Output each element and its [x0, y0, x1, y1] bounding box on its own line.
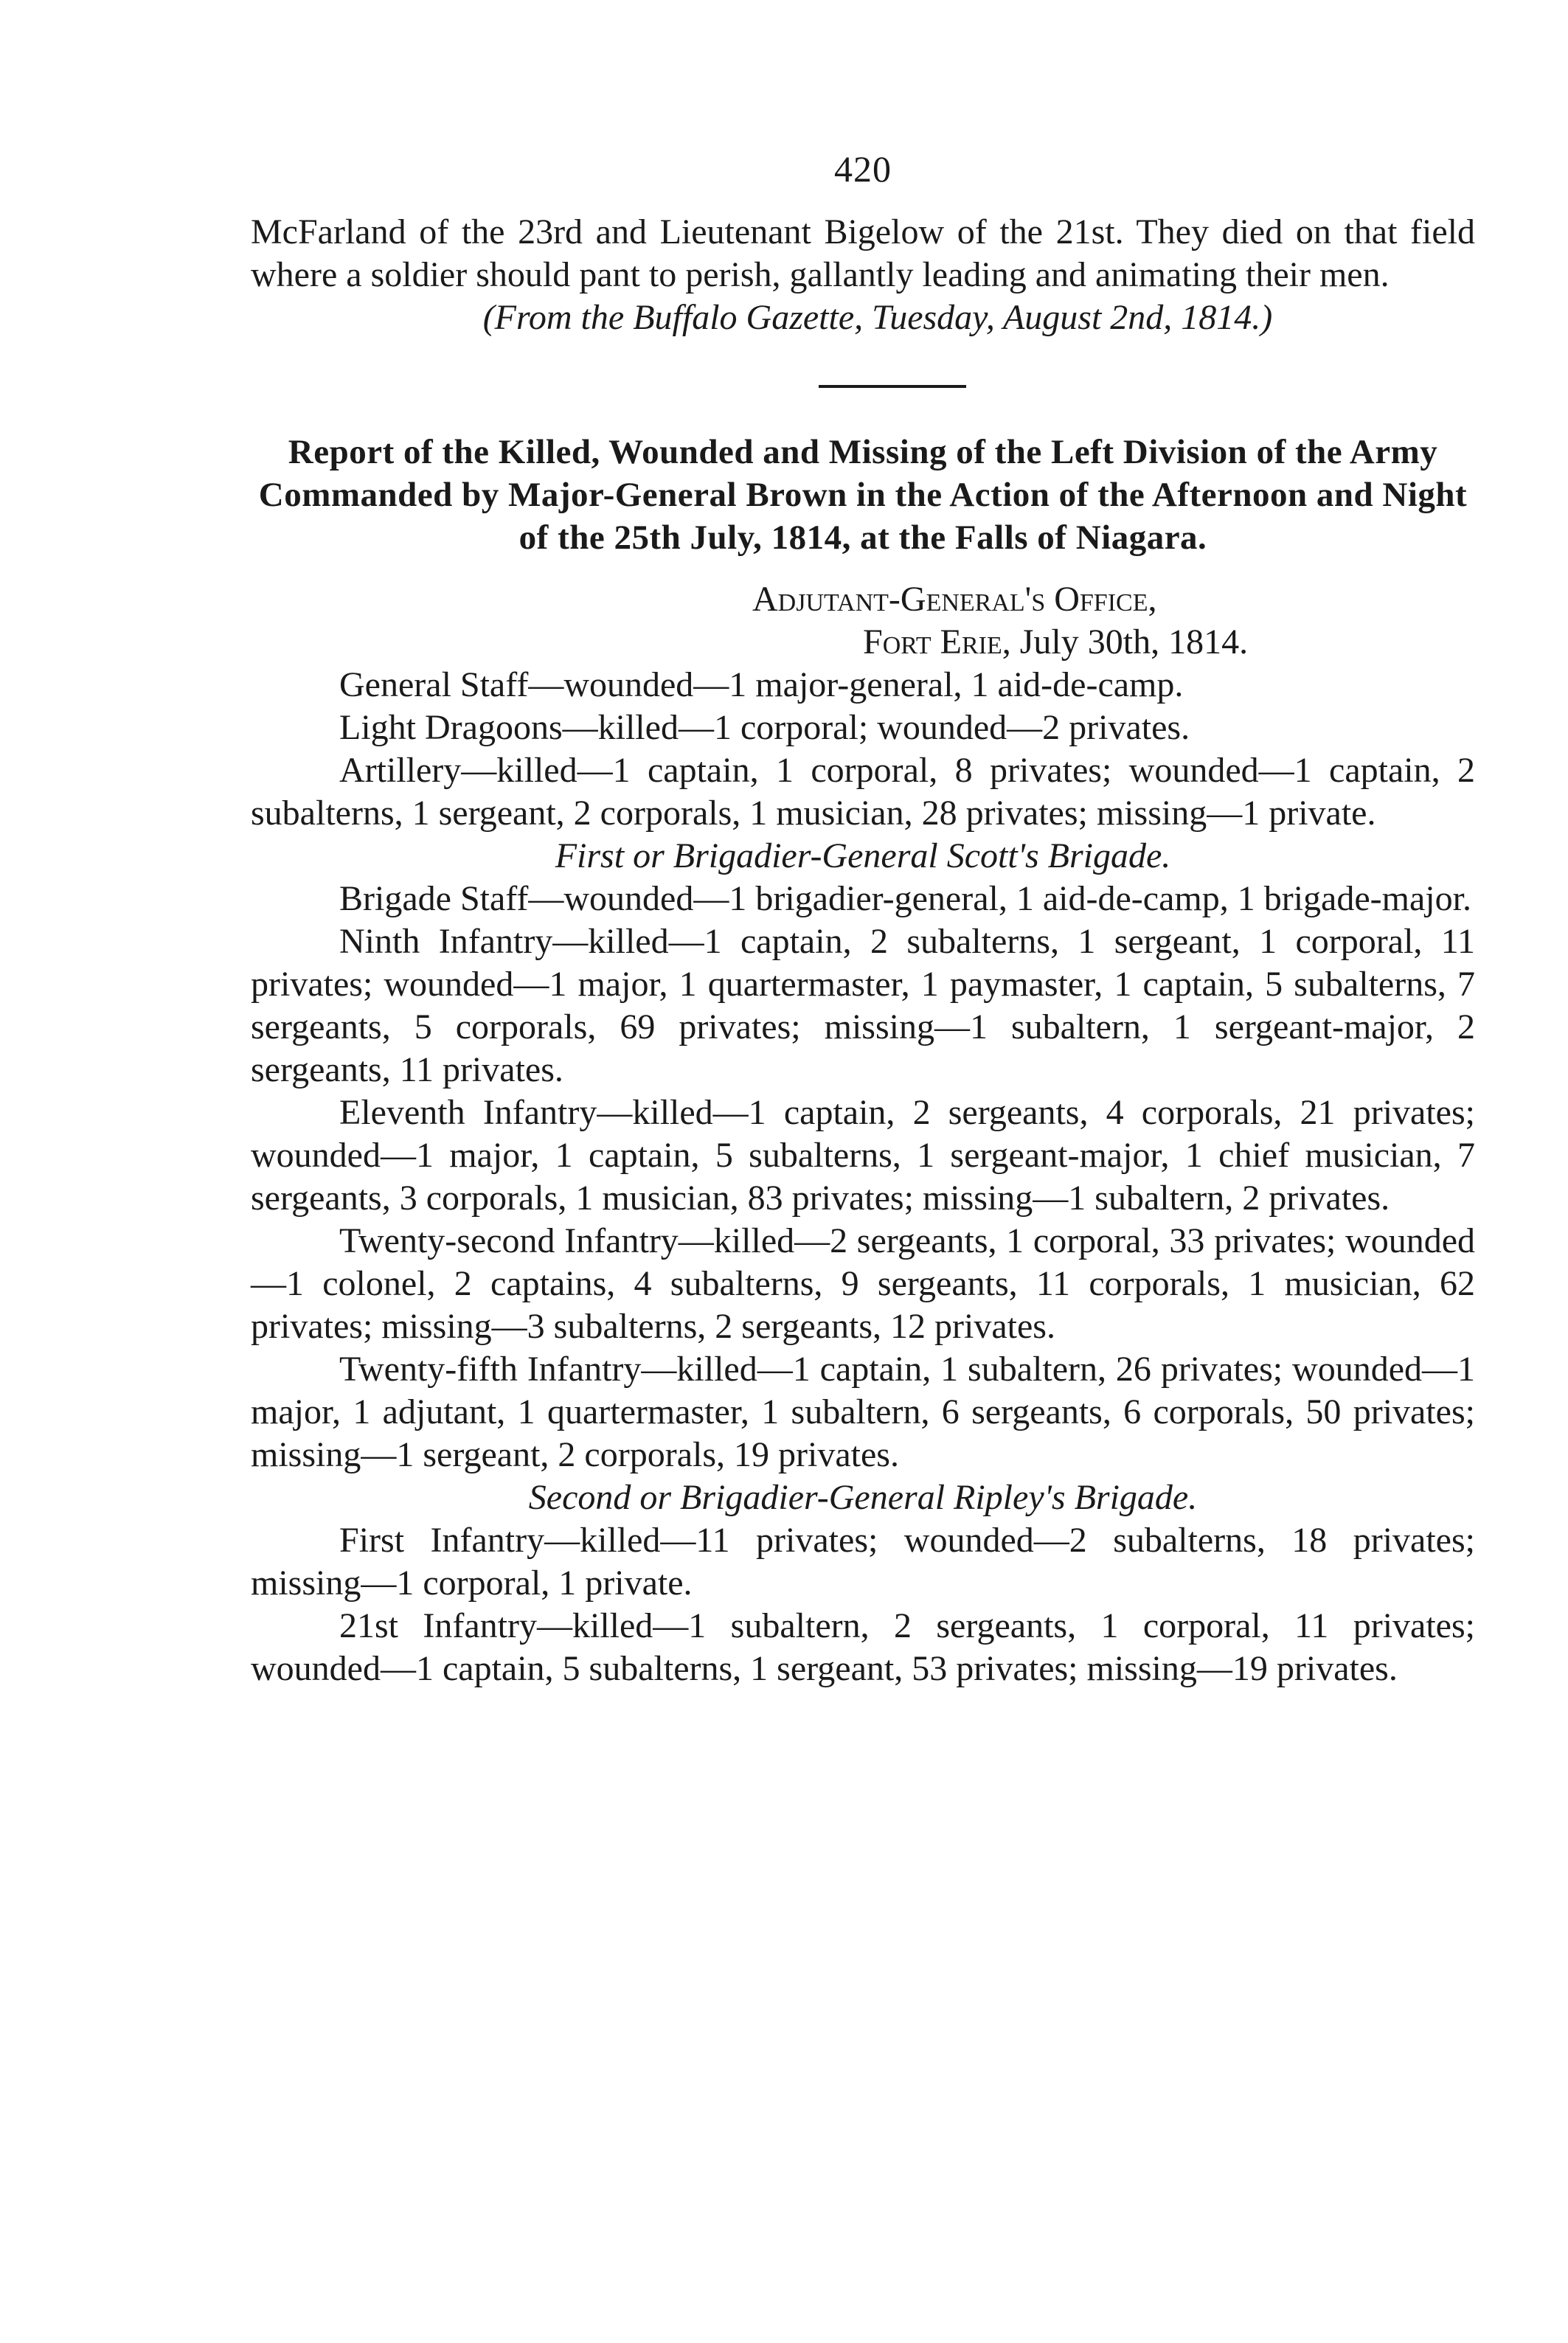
opening-paragraph: McFarland of the 23rd and Lieutenant Bigelow of the 21st. They died on that field where a soldier should pant to perish, gallantly leading and animating their men.: [251, 212, 1475, 294]
office-date: July 30th, 1814.: [1010, 622, 1249, 662]
entry-twenty-fifth-infantry: Twenty-fifth Infantry—killed—1 captain, 1 subaltern, 26 privates; wounded—1 major, 1 adjutant, 1 quartermaster, 1 subaltern, 6 sergeants, 6 corporals, 50 privates; missing—1 sergeant, 2 corporals, 19 privates.: [251, 1350, 1475, 1474]
entry-21st-infantry: 21st Infantry—killed—1 subaltern, 2 sergeants, 1 corporal, 11 privates; wounded—1 captain, 5 subalterns, 1 sergeant, 53 privates; missing—19 privates.: [251, 1606, 1475, 1688]
entry-artillery: Artillery—killed—1 captain, 1 corporal, 8 privates; wounded—1 captain, 2 subalterns, 1 sergeant, 2 corporals, 1 musician, 28 privates; missing—1 private.: [251, 751, 1475, 833]
second-brigade-heading: Second or Brigadier-General Ripley's Brigade.: [528, 1478, 1198, 1517]
entry-ninth-infantry: Ninth Infantry—killed—1 captain, 2 subalterns, 1 sergeant, 1 corporal, 11 privates; wounded—1 major, 1 quartermaster, 1 paymaster, 1 captain, 5 subalterns, 7 sergeants, 5 corporals, 69 privates; missing—1 subaltern, 1 sergeant-major, 2 sergeants, 11 privates.: [251, 922, 1475, 1089]
section-divider: [819, 385, 966, 388]
entry-brigade-staff: Brigade Staff—wounded—1 brigadier-general, 1 aid-de-camp, 1 brigade-major.: [339, 879, 1471, 918]
report-title: Report of the Killed, Wounded and Missing of the Left Division of the Army Commanded by Major-General Brown in the Action of the Afternoon and Night of the 25th July, 1814, at the Falls of Niagara.: [258, 433, 1468, 557]
entry-twenty-second-infantry: Twenty-second Infantry—killed—2 sergeants, 1 corporal, 33 privates; wounded—1 colonel, 2 captains, 4 subalterns, 9 sergeants, 11 corporals, 1 musician, 62 privates; missing—3 subalterns, 2 sergeants, 12 privates.: [251, 1221, 1475, 1346]
entry-light-dragoons: Light Dragoons—killed—1 corporal; wounded—2 privates.: [339, 708, 1190, 747]
page-number: 420: [834, 148, 892, 190]
office-line-1: Adjutant-General's Office,: [752, 580, 1157, 619]
entry-first-infantry: First Infantry—killed—11 privates; wounded—2 subalterns, 18 privates; missing—1 corporal, 1 private.: [251, 1521, 1475, 1603]
entry-eleventh-infantry: Eleventh Infantry—killed—1 captain, 2 sergeants, 4 corporals, 21 privates; wounded—1 major, 1 captain, 5 subalterns, 1 sergeant-major, 1 chief musician, 7 sergeants, 3 corporals, 1 musician, 83 privates; missing—1 subaltern, 2 privates.: [251, 1093, 1475, 1218]
document-page: [251, 147, 1475, 1690]
office-place: Fort Erie,: [863, 622, 1011, 662]
entry-general-staff: General Staff—wounded—1 major-general, 1 aid-de-camp.: [339, 665, 1184, 704]
office-line-2: [251, 621, 1475, 664]
source-citation: (From the Buffalo Gazette, Tuesday, August 2nd, 1814.): [482, 298, 1273, 337]
first-brigade-heading: First or Brigadier-General Scott's Brigade.: [555, 836, 1171, 875]
